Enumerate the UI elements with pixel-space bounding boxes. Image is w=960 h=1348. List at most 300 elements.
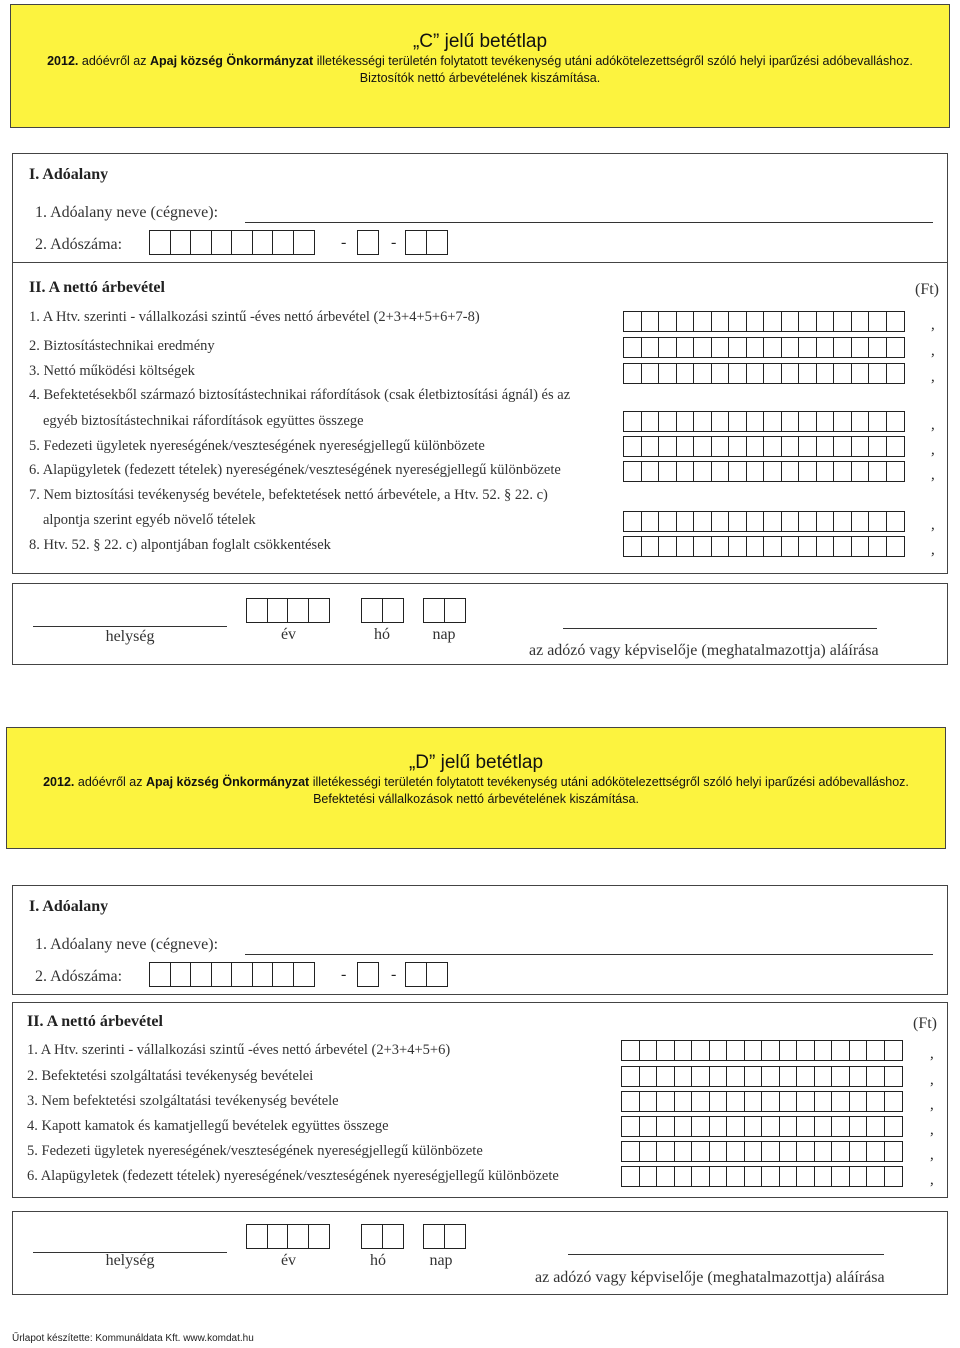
form-c-place-label: helység: [105, 628, 155, 645]
amount-digit-cell[interactable]: [709, 1040, 728, 1061]
amount-digit-cell[interactable]: [886, 411, 905, 432]
amount-digit-cell[interactable]: [796, 1066, 815, 1087]
amount-digit-cell[interactable]: [744, 1066, 763, 1087]
amount-digit-cell[interactable]: [833, 363, 852, 384]
amount-digit-cell[interactable]: [779, 1040, 798, 1061]
amount-digit-cell[interactable]: [691, 1166, 710, 1187]
amount-digit-cell[interactable]: [728, 511, 747, 532]
amount-digit-cell[interactable]: [711, 536, 730, 557]
amount-digit-cell[interactable]: [779, 1141, 798, 1162]
amount-digit-cell[interactable]: [674, 1066, 693, 1087]
amount-digit-cell[interactable]: [781, 461, 800, 482]
digit-cell[interactable]: [444, 598, 466, 623]
amount-digit-cell[interactable]: [693, 511, 712, 532]
amount-digit-cell[interactable]: [884, 1116, 903, 1137]
amount-digit-cell[interactable]: [639, 1066, 658, 1087]
amount-digit-cell[interactable]: [779, 1116, 798, 1137]
amount-digit-cell[interactable]: [781, 536, 800, 557]
amount-digit-cell[interactable]: [779, 1091, 798, 1112]
amount-digit-cell[interactable]: [798, 511, 817, 532]
amount-digit-cell[interactable]: [746, 363, 765, 384]
amount-digit-cell[interactable]: [763, 536, 782, 557]
amount-digit-cell[interactable]: [849, 1066, 868, 1087]
amount-digit-cell[interactable]: [623, 311, 642, 332]
amount-digit-cell[interactable]: [849, 1040, 868, 1061]
amount-digit-cell[interactable]: [746, 436, 765, 457]
form-c-row-2-amount[interactable]: [623, 337, 905, 358]
amount-digit-cell[interactable]: [674, 1116, 693, 1137]
amount-digit-cell[interactable]: [744, 1116, 763, 1137]
amount-digit-cell[interactable]: [656, 1066, 675, 1087]
digit-cell[interactable]: [231, 962, 253, 987]
form-c-row-8-comma: ,: [931, 542, 935, 558]
digit-cell[interactable]: [405, 962, 427, 987]
form-d-row-3-amount[interactable]: [621, 1091, 903, 1112]
amount-digit-cell[interactable]: [656, 1091, 675, 1112]
amount-digit-cell[interactable]: [709, 1166, 728, 1187]
amount-digit-cell[interactable]: [779, 1066, 798, 1087]
amount-digit-cell[interactable]: [831, 1091, 850, 1112]
amount-digit-cell[interactable]: [866, 1091, 885, 1112]
amount-digit-cell[interactable]: [814, 1066, 833, 1087]
digit-cell[interactable]: [190, 962, 212, 987]
digit-cell[interactable]: [170, 962, 192, 987]
form-c-taxnumber-check[interactable]: [357, 230, 379, 255]
form-d-date-month[interactable]: [361, 1224, 404, 1249]
amount-digit-cell[interactable]: [849, 1166, 868, 1187]
amount-digit-cell[interactable]: [798, 337, 817, 358]
amount-digit-cell[interactable]: [868, 337, 887, 358]
amount-digit-cell[interactable]: [623, 461, 642, 482]
amount-digit-cell[interactable]: [621, 1066, 640, 1087]
amount-digit-cell[interactable]: [639, 1166, 658, 1187]
form-c-name-field[interactable]: [245, 222, 933, 223]
amount-digit-cell[interactable]: [658, 311, 677, 332]
amount-digit-cell[interactable]: [816, 311, 835, 332]
amount-digit-cell[interactable]: [831, 1066, 850, 1087]
amount-digit-cell[interactable]: [849, 1116, 868, 1137]
amount-digit-cell[interactable]: [763, 337, 782, 358]
amount-digit-cell[interactable]: [693, 536, 712, 557]
form-d-name-field[interactable]: [245, 954, 933, 955]
amount-digit-cell[interactable]: [831, 1116, 850, 1137]
amount-digit-cell[interactable]: [623, 337, 642, 358]
amount-digit-cell[interactable]: [798, 536, 817, 557]
amount-digit-cell[interactable]: [726, 1091, 745, 1112]
amount-digit-cell[interactable]: [621, 1166, 640, 1187]
amount-digit-cell[interactable]: [851, 536, 870, 557]
digit-cell[interactable]: [444, 1224, 466, 1249]
amount-digit-cell[interactable]: [658, 536, 677, 557]
amount-digit-cell[interactable]: [676, 337, 695, 358]
amount-digit-cell[interactable]: [709, 1141, 728, 1162]
digit-cell[interactable]: [382, 1224, 404, 1249]
form-d-row-6-amount[interactable]: [621, 1166, 903, 1187]
amount-digit-cell[interactable]: [868, 536, 887, 557]
amount-digit-cell[interactable]: [691, 1116, 710, 1137]
amount-digit-cell[interactable]: [639, 1116, 658, 1137]
amount-digit-cell[interactable]: [674, 1141, 693, 1162]
amount-digit-cell[interactable]: [728, 363, 747, 384]
amount-digit-cell[interactable]: [691, 1040, 710, 1061]
form-c-row-8-amount[interactable]: [623, 536, 905, 557]
amount-digit-cell[interactable]: [658, 411, 677, 432]
amount-digit-cell[interactable]: [851, 411, 870, 432]
amount-digit-cell[interactable]: [639, 1040, 658, 1061]
amount-digit-cell[interactable]: [884, 1066, 903, 1087]
amount-digit-cell[interactable]: [621, 1040, 640, 1061]
amount-digit-cell[interactable]: [726, 1141, 745, 1162]
amount-digit-cell[interactable]: [693, 411, 712, 432]
amount-digit-cell[interactable]: [691, 1091, 710, 1112]
amount-digit-cell[interactable]: [623, 363, 642, 384]
form-c-row-5-amount[interactable]: [623, 436, 905, 457]
digit-cell[interactable]: [231, 230, 253, 255]
form-c-row-1-label: 1. A Htv. szerinti - vállalkozási szintű -éves nettó árbevétel (2+3+4+5+6+7-8): [29, 309, 480, 325]
digit-cell[interactable]: [267, 598, 289, 623]
amount-digit-cell[interactable]: [676, 511, 695, 532]
form-d-row-2-amount[interactable]: [621, 1066, 903, 1087]
amount-digit-cell[interactable]: [658, 363, 677, 384]
amount-digit-cell[interactable]: [656, 1166, 675, 1187]
amount-digit-cell[interactable]: [711, 511, 730, 532]
amount-digit-cell[interactable]: [709, 1116, 728, 1137]
amount-digit-cell[interactable]: [763, 363, 782, 384]
form-d-row-4-amount[interactable]: [621, 1116, 903, 1137]
form-c-date-day[interactable]: [423, 598, 466, 623]
amount-digit-cell[interactable]: [711, 337, 730, 358]
amount-digit-cell[interactable]: [744, 1141, 763, 1162]
form-c-row-4-amount[interactable]: [623, 411, 905, 432]
amount-digit-cell[interactable]: [851, 311, 870, 332]
amount-digit-cell[interactable]: [816, 536, 835, 557]
amount-digit-cell[interactable]: [744, 1091, 763, 1112]
amount-digit-cell[interactable]: [639, 1091, 658, 1112]
amount-digit-cell[interactable]: [656, 1040, 675, 1061]
amount-digit-cell[interactable]: [746, 536, 765, 557]
amount-digit-cell[interactable]: [726, 1116, 745, 1137]
amount-digit-cell[interactable]: [744, 1166, 763, 1187]
form-d-date-day[interactable]: [423, 1224, 466, 1249]
amount-digit-cell[interactable]: [866, 1141, 885, 1162]
digit-cell[interactable]: [361, 1224, 383, 1249]
amount-digit-cell[interactable]: [693, 461, 712, 482]
amount-digit-cell[interactable]: [746, 411, 765, 432]
amount-digit-cell[interactable]: [779, 1166, 798, 1187]
amount-digit-cell[interactable]: [709, 1091, 728, 1112]
digit-cell[interactable]: [357, 962, 379, 987]
form-d-row-5-comma: ,: [930, 1147, 934, 1163]
digit-cell[interactable]: [308, 598, 330, 623]
digit-cell[interactable]: [272, 230, 294, 255]
digit-cell[interactable]: [293, 230, 315, 255]
digit-cell[interactable]: [287, 598, 309, 623]
amount-digit-cell[interactable]: [798, 461, 817, 482]
amount-digit-cell[interactable]: [884, 1040, 903, 1061]
amount-digit-cell[interactable]: [623, 436, 642, 457]
amount-digit-cell[interactable]: [711, 436, 730, 457]
amount-digit-cell[interactable]: [746, 311, 765, 332]
form-d-taxnumber-main[interactable]: [149, 962, 315, 987]
amount-digit-cell[interactable]: [676, 363, 695, 384]
form-c-date-month[interactable]: [361, 598, 404, 623]
amount-digit-cell[interactable]: [886, 363, 905, 384]
amount-digit-cell[interactable]: [886, 536, 905, 557]
amount-digit-cell[interactable]: [761, 1091, 780, 1112]
digit-cell[interactable]: [405, 230, 427, 255]
amount-digit-cell[interactable]: [851, 511, 870, 532]
amount-digit-cell[interactable]: [798, 363, 817, 384]
amount-digit-cell[interactable]: [833, 436, 852, 457]
form-c-row-5-label: 5. Fedezeti ügyletek nyereségének/veszteségének nyereségjellegű különbözete: [29, 438, 485, 454]
form-d-signature-field[interactable]: [568, 1254, 884, 1255]
amount-digit-cell[interactable]: [763, 511, 782, 532]
amount-digit-cell[interactable]: [851, 436, 870, 457]
form-c-taxnumber-main[interactable]: [149, 230, 315, 255]
amount-digit-cell[interactable]: [641, 511, 660, 532]
amount-digit-cell[interactable]: [761, 1116, 780, 1137]
amount-digit-cell[interactable]: [641, 436, 660, 457]
amount-digit-cell[interactable]: [641, 337, 660, 358]
amount-digit-cell[interactable]: [709, 1066, 728, 1087]
amount-digit-cell[interactable]: [676, 536, 695, 557]
amount-digit-cell[interactable]: [851, 363, 870, 384]
amount-digit-cell[interactable]: [781, 363, 800, 384]
amount-digit-cell[interactable]: [623, 511, 642, 532]
amount-digit-cell[interactable]: [816, 511, 835, 532]
form-d-taxnumber-county[interactable]: [405, 962, 448, 987]
amount-digit-cell[interactable]: [641, 411, 660, 432]
amount-digit-cell[interactable]: [814, 1141, 833, 1162]
amount-digit-cell[interactable]: [693, 363, 712, 384]
amount-digit-cell[interactable]: [816, 436, 835, 457]
amount-digit-cell[interactable]: [728, 337, 747, 358]
amount-digit-cell[interactable]: [798, 311, 817, 332]
digit-cell[interactable]: [293, 962, 315, 987]
form-c-row-3-amount[interactable]: [623, 363, 905, 384]
amount-digit-cell[interactable]: [763, 461, 782, 482]
amount-digit-cell[interactable]: [831, 1141, 850, 1162]
amount-digit-cell[interactable]: [781, 411, 800, 432]
amount-digit-cell[interactable]: [711, 461, 730, 482]
amount-digit-cell[interactable]: [621, 1141, 640, 1162]
amount-digit-cell[interactable]: [886, 311, 905, 332]
amount-digit-cell[interactable]: [798, 411, 817, 432]
digit-cell[interactable]: [252, 962, 274, 987]
form-c-row-6-amount[interactable]: [623, 461, 905, 482]
digit-cell[interactable]: [211, 230, 233, 255]
amount-digit-cell[interactable]: [831, 1040, 850, 1061]
amount-digit-cell[interactable]: [711, 411, 730, 432]
amount-digit-cell[interactable]: [691, 1141, 710, 1162]
digit-cell[interactable]: [149, 230, 171, 255]
amount-digit-cell[interactable]: [641, 363, 660, 384]
amount-digit-cell[interactable]: [658, 436, 677, 457]
digit-cell[interactable]: [246, 598, 268, 623]
amount-digit-cell[interactable]: [726, 1166, 745, 1187]
amount-digit-cell[interactable]: [728, 411, 747, 432]
amount-digit-cell[interactable]: [728, 436, 747, 457]
amount-digit-cell[interactable]: [851, 461, 870, 482]
form-d-taxnumber-check[interactable]: [357, 962, 379, 987]
amount-digit-cell[interactable]: [798, 436, 817, 457]
amount-digit-cell[interactable]: [658, 337, 677, 358]
amount-digit-cell[interactable]: [884, 1166, 903, 1187]
amount-digit-cell[interactable]: [693, 436, 712, 457]
digit-cell[interactable]: [423, 598, 445, 623]
form-d-date-year[interactable]: [246, 1224, 330, 1249]
amount-digit-cell[interactable]: [711, 311, 730, 332]
amount-digit-cell[interactable]: [676, 461, 695, 482]
amount-digit-cell[interactable]: [833, 337, 852, 358]
amount-digit-cell[interactable]: [866, 1116, 885, 1137]
amount-digit-cell[interactable]: [744, 1040, 763, 1061]
amount-digit-cell[interactable]: [781, 436, 800, 457]
amount-digit-cell[interactable]: [781, 311, 800, 332]
amount-digit-cell[interactable]: [866, 1066, 885, 1087]
amount-digit-cell[interactable]: [866, 1166, 885, 1187]
amount-digit-cell[interactable]: [831, 1166, 850, 1187]
amount-digit-cell[interactable]: [711, 363, 730, 384]
amount-digit-cell[interactable]: [868, 511, 887, 532]
digit-cell[interactable]: [357, 230, 379, 255]
amount-digit-cell[interactable]: [886, 436, 905, 457]
amount-digit-cell[interactable]: [781, 511, 800, 532]
amount-digit-cell[interactable]: [796, 1141, 815, 1162]
amount-digit-cell[interactable]: [814, 1040, 833, 1061]
amount-digit-cell[interactable]: [816, 411, 835, 432]
form-c-tax-dash1: -: [341, 234, 347, 251]
amount-digit-cell[interactable]: [886, 337, 905, 358]
amount-digit-cell[interactable]: [621, 1091, 640, 1112]
amount-digit-cell[interactable]: [746, 337, 765, 358]
amount-digit-cell[interactable]: [623, 411, 642, 432]
amount-digit-cell[interactable]: [693, 337, 712, 358]
form-c-place-field[interactable]: [33, 626, 227, 627]
form-d-row-4-label: 4. Kapott kamatok és kamatjellegű bevételek együttes összege: [27, 1118, 389, 1134]
form-d-row-1-amount[interactable]: [621, 1040, 903, 1061]
amount-digit-cell[interactable]: [868, 363, 887, 384]
amount-digit-cell[interactable]: [728, 536, 747, 557]
amount-digit-cell[interactable]: [796, 1166, 815, 1187]
amount-digit-cell[interactable]: [746, 461, 765, 482]
digit-cell[interactable]: [190, 230, 212, 255]
amount-digit-cell[interactable]: [728, 311, 747, 332]
amount-digit-cell[interactable]: [674, 1091, 693, 1112]
amount-digit-cell[interactable]: [623, 536, 642, 557]
form-c-taxnumber-county[interactable]: [405, 230, 448, 255]
amount-digit-cell[interactable]: [868, 411, 887, 432]
amount-digit-cell[interactable]: [658, 511, 677, 532]
digit-cell[interactable]: [272, 962, 294, 987]
amount-digit-cell[interactable]: [868, 436, 887, 457]
amount-digit-cell[interactable]: [816, 461, 835, 482]
amount-digit-cell[interactable]: [656, 1141, 675, 1162]
digit-cell[interactable]: [308, 1224, 330, 1249]
amount-digit-cell[interactable]: [621, 1116, 640, 1137]
amount-digit-cell[interactable]: [763, 436, 782, 457]
amount-digit-cell[interactable]: [849, 1141, 868, 1162]
form-d-row-5-amount[interactable]: [621, 1141, 903, 1162]
digit-cell[interactable]: [267, 1224, 289, 1249]
amount-digit-cell[interactable]: [676, 411, 695, 432]
amount-digit-cell[interactable]: [641, 536, 660, 557]
amount-digit-cell[interactable]: [816, 363, 835, 384]
amount-digit-cell[interactable]: [641, 311, 660, 332]
amount-digit-cell[interactable]: [851, 337, 870, 358]
amount-digit-cell[interactable]: [641, 461, 660, 482]
amount-digit-cell[interactable]: [761, 1166, 780, 1187]
amount-digit-cell[interactable]: [833, 311, 852, 332]
amount-digit-cell[interactable]: [746, 511, 765, 532]
amount-digit-cell[interactable]: [833, 411, 852, 432]
amount-digit-cell[interactable]: [726, 1066, 745, 1087]
digit-cell[interactable]: [426, 962, 448, 987]
amount-digit-cell[interactable]: [728, 461, 747, 482]
digit-cell[interactable]: [246, 1224, 268, 1249]
amount-digit-cell[interactable]: [886, 511, 905, 532]
digit-cell[interactable]: [287, 1224, 309, 1249]
amount-digit-cell[interactable]: [796, 1116, 815, 1137]
amount-digit-cell[interactable]: [674, 1166, 693, 1187]
amount-digit-cell[interactable]: [884, 1141, 903, 1162]
digit-cell[interactable]: [426, 230, 448, 255]
amount-digit-cell[interactable]: [816, 337, 835, 358]
amount-digit-cell[interactable]: [763, 311, 782, 332]
amount-digit-cell[interactable]: [676, 311, 695, 332]
digit-cell[interactable]: [382, 598, 404, 623]
form-c-row-7-amount[interactable]: [623, 511, 905, 532]
digit-cell[interactable]: [361, 598, 383, 623]
amount-digit-cell[interactable]: [693, 311, 712, 332]
amount-digit-cell[interactable]: [884, 1091, 903, 1112]
amount-digit-cell[interactable]: [833, 536, 852, 557]
amount-digit-cell[interactable]: [676, 436, 695, 457]
form-c-signature-field[interactable]: [563, 628, 877, 629]
digit-cell[interactable]: [252, 230, 274, 255]
amount-digit-cell[interactable]: [814, 1091, 833, 1112]
form-c-date-year[interactable]: [246, 598, 330, 623]
digit-cell[interactable]: [211, 962, 233, 987]
digit-cell[interactable]: [423, 1224, 445, 1249]
amount-digit-cell[interactable]: [691, 1066, 710, 1087]
amount-digit-cell[interactable]: [814, 1166, 833, 1187]
amount-digit-cell[interactable]: [726, 1040, 745, 1061]
amount-digit-cell[interactable]: [866, 1040, 885, 1061]
amount-digit-cell[interactable]: [763, 411, 782, 432]
amount-digit-cell[interactable]: [833, 511, 852, 532]
amount-digit-cell[interactable]: [674, 1040, 693, 1061]
amount-digit-cell[interactable]: [796, 1091, 815, 1112]
amount-digit-cell[interactable]: [761, 1040, 780, 1061]
amount-digit-cell[interactable]: [868, 461, 887, 482]
amount-digit-cell[interactable]: [868, 311, 887, 332]
amount-digit-cell[interactable]: [658, 461, 677, 482]
digit-cell[interactable]: [170, 230, 192, 255]
amount-digit-cell[interactable]: [833, 461, 852, 482]
amount-digit-cell[interactable]: [781, 337, 800, 358]
amount-digit-cell[interactable]: [849, 1091, 868, 1112]
form-c-row-1-amount[interactable]: [623, 311, 905, 332]
amount-digit-cell[interactable]: [796, 1040, 815, 1061]
amount-digit-cell[interactable]: [639, 1141, 658, 1162]
amount-digit-cell[interactable]: [886, 461, 905, 482]
amount-digit-cell[interactable]: [761, 1141, 780, 1162]
amount-digit-cell[interactable]: [761, 1066, 780, 1087]
digit-cell[interactable]: [149, 962, 171, 987]
amount-digit-cell[interactable]: [656, 1116, 675, 1137]
amount-digit-cell[interactable]: [814, 1116, 833, 1137]
